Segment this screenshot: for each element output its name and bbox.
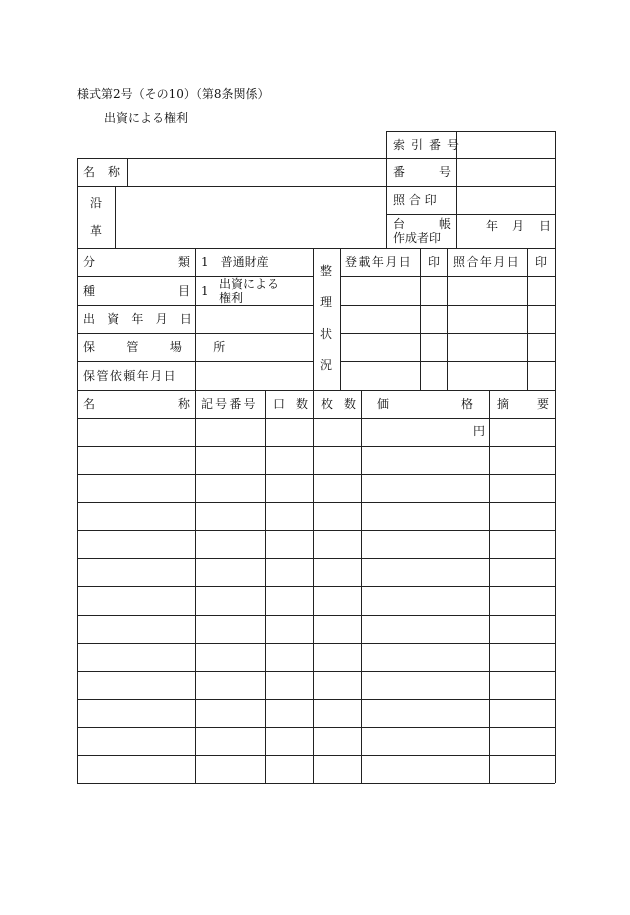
ledger-label-2: 帳: [439, 217, 452, 231]
status-char-2: 理: [320, 295, 333, 309]
table-row-line: [77, 558, 555, 559]
status-char-3: 状: [320, 327, 333, 341]
yen-unit: 円: [473, 424, 486, 438]
status-char-1: 整: [320, 264, 333, 278]
creator-seal-label: 作成者印: [393, 231, 442, 245]
form-subtitle: 出資による権利: [104, 111, 189, 125]
number-label-1: 番: [393, 165, 406, 179]
check-date-label: 照合年月日: [453, 255, 521, 269]
index-number-label: 索引番号: [393, 138, 466, 152]
seal2-label: 印: [535, 255, 548, 269]
name-label-1: 名: [83, 165, 96, 179]
col-name-1: 名: [83, 397, 96, 411]
col-price-2: 格: [461, 397, 474, 411]
table-row-line: [77, 727, 555, 728]
investment-date-label: 出 資 年 月 日: [83, 312, 197, 326]
type-value-line2: 権利: [219, 291, 244, 305]
category-label-2: 類: [178, 255, 191, 269]
table-row-line: [77, 530, 555, 531]
history-label-2: 革: [90, 224, 103, 238]
date-month: 月: [512, 219, 525, 233]
table-row-line: [77, 671, 555, 672]
col-sheets: 枚 数: [321, 397, 360, 411]
table-row-line: [77, 643, 555, 644]
table-row-line: [77, 755, 555, 756]
col-note-1: 摘: [497, 397, 510, 411]
type-label-1: 種: [83, 284, 96, 298]
type-label-2: 目: [178, 284, 191, 298]
type-value-number: 1: [201, 284, 209, 298]
table-row-line: [77, 474, 555, 475]
table-row-line: [77, 586, 555, 587]
category-label-1: 分: [83, 255, 96, 269]
table-row-line: [77, 699, 555, 700]
history-label-1: 沿: [90, 196, 103, 210]
seal1-label: 印: [428, 255, 441, 269]
name-label-2: 称: [108, 165, 121, 179]
col-note-2: 要: [537, 397, 550, 411]
seal-check-label: 照 合 印: [393, 193, 437, 207]
ledger-label-1: 台: [393, 217, 406, 231]
number-label-2: 号: [439, 165, 452, 179]
col-units: 口 数: [273, 397, 312, 411]
table-row-line: [77, 446, 555, 447]
table-row-line: [77, 783, 555, 784]
storage-location-label: 保 管 場 所: [83, 340, 240, 354]
col-code: 記号番号: [201, 397, 258, 411]
type-value-line1: 出資による: [219, 277, 280, 291]
status-char-4: 況: [320, 358, 333, 372]
form-number: 様式第2号（その10）（第8条関係）: [77, 87, 270, 101]
registration-date-label: 登載年月日: [345, 255, 413, 269]
col-name-2: 称: [178, 397, 191, 411]
table-row-line: [77, 502, 555, 503]
storage-request-date-label: 保管依頼年月日: [83, 369, 178, 383]
category-value: 1 普通財産: [201, 255, 269, 269]
date-day: 日: [539, 219, 552, 233]
table-row-line: [77, 615, 555, 616]
col-price-1: 価: [377, 397, 390, 411]
date-year: 年: [486, 219, 499, 233]
